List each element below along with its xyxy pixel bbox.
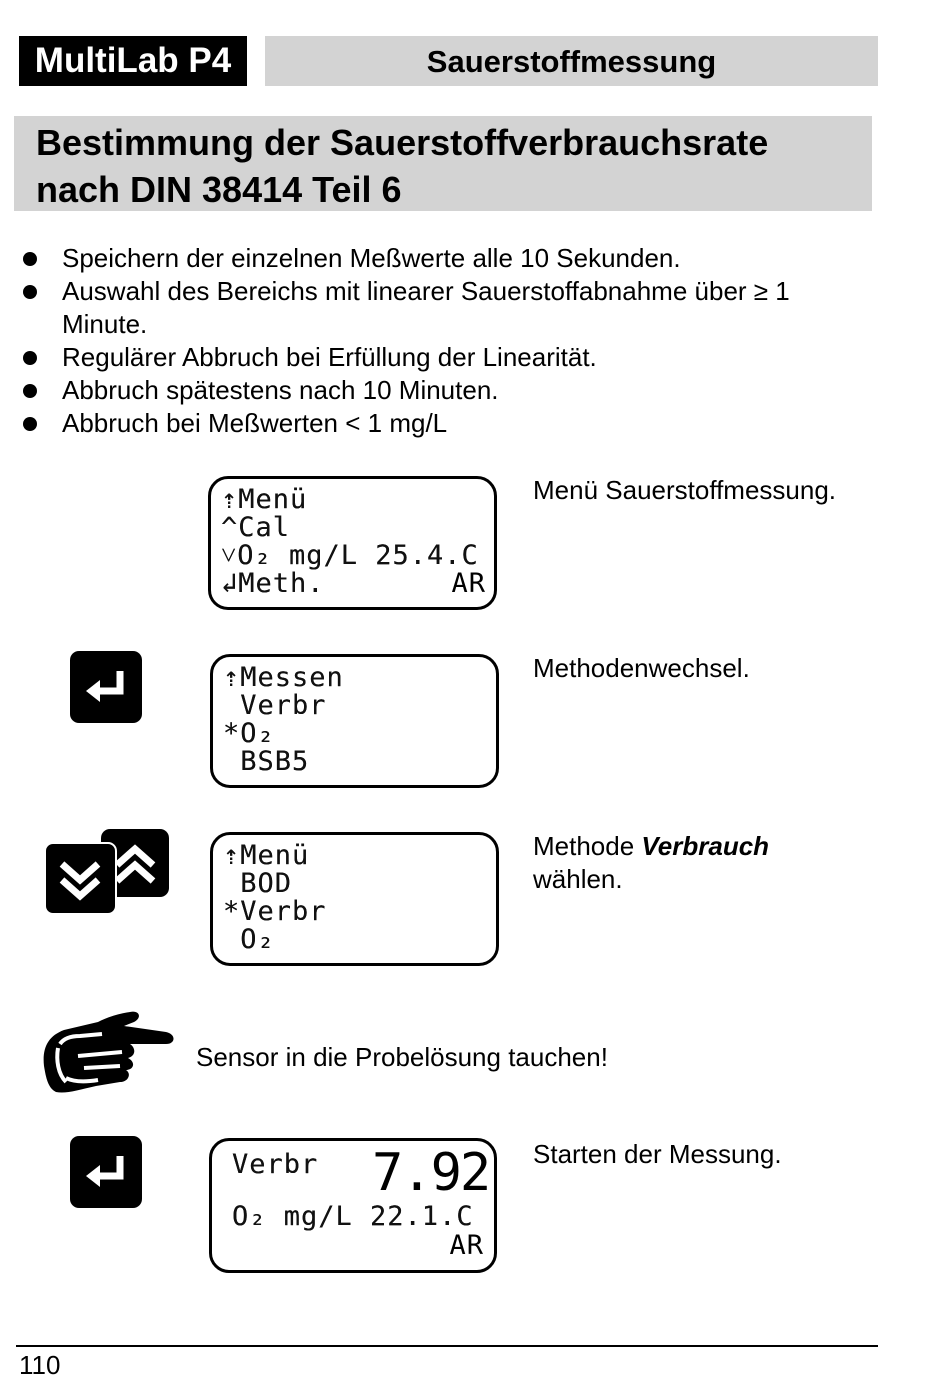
pointing-hand-icon (38, 1008, 178, 1098)
page-title-line-1: Bestimmung der Sauerstoffverbrauchsrate (36, 122, 769, 163)
step-caption: Starten der Messung. (533, 1139, 782, 1169)
lcd-line: O₂ (223, 924, 275, 955)
section-title: Sauerstoffmessung (265, 36, 878, 86)
down-key-icon[interactable] (44, 842, 117, 915)
page-title-bar (14, 116, 872, 211)
lcd-line: *Verbr (223, 896, 327, 927)
list-item: Regulärer Abbruch bei Erfüllung der Linearität. (0, 341, 880, 374)
lcd-display-method-select (210, 832, 499, 966)
list-item: Auswahl des Bereichs mit linearer Sauerstoffabnahme über ≥ 1 Minute. (0, 275, 852, 341)
lcd-line: O₂ mg/L 22.1.C (232, 1201, 474, 1232)
lcd-line: Verbr (223, 690, 327, 721)
bullet-icon (23, 285, 37, 299)
lcd-line: ˅O₂ mg/L 25.4.C (221, 540, 479, 571)
lcd-display-menu (208, 476, 497, 610)
lcd-line: ⇡Menü (223, 840, 310, 871)
method-name: Verbrauch (641, 831, 770, 861)
page-number: 110 (19, 1350, 61, 1380)
enter-arrow-icon (70, 651, 142, 723)
enter-arrow-icon (70, 1136, 142, 1208)
bullet-icon (23, 351, 37, 365)
page-title-line-2: nach DIN 38414 Teil 6 (36, 169, 402, 210)
lcd-line: ↲Meth. (221, 568, 325, 599)
bullet-icon (23, 417, 37, 431)
footer-divider (16, 1345, 878, 1347)
lcd-line: BSB5 (223, 746, 310, 777)
measured-value: 7.92 (372, 1143, 490, 1203)
bullet-icon (23, 384, 37, 398)
list-item: Abbruch bei Meßwerten < 1 mg/L (0, 407, 880, 440)
double-chevron-down-icon (46, 844, 115, 913)
enter-key-icon[interactable] (70, 1136, 142, 1208)
lcd-label: Verbr (232, 1149, 319, 1180)
list-item: Abbruch spätestens nach 10 Minuten. (0, 374, 880, 407)
lcd-status: AR (449, 1230, 484, 1261)
brand-label: MultiLab P4 (19, 36, 247, 86)
step-caption: Methodenwechsel. (533, 653, 750, 683)
lcd-display-method-switch (210, 654, 499, 788)
list-item: Speichern der einzelnen Meßwerte alle 10 Sekunden. (0, 242, 880, 275)
lcd-status: AR (451, 568, 486, 599)
lcd-line: ⇡Menü (221, 484, 308, 515)
lcd-line: BOD (223, 868, 293, 899)
lcd-line: ⇡Messen (223, 662, 344, 693)
bullet-list (0, 242, 880, 440)
bullet-icon (23, 252, 37, 266)
step-caption: Methode Verbrauch wählen. (533, 831, 770, 894)
step-caption: Menü Sauerstoffmessung. (533, 475, 837, 505)
lcd-display-measurement (209, 1138, 497, 1273)
lcd-line: *O₂ (223, 718, 275, 749)
step-caption: Sensor in die Probelösung tauchen! (196, 1042, 608, 1072)
lcd-line: ^Cal (221, 512, 291, 543)
enter-key-icon[interactable] (70, 651, 142, 723)
